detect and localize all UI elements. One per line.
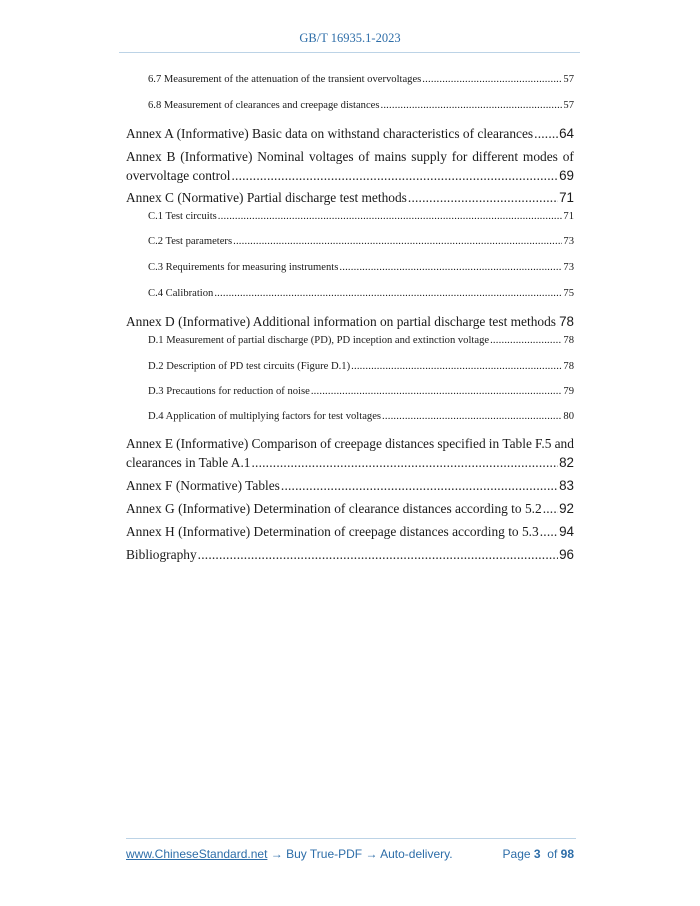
footer-promo [126, 847, 453, 861]
footer-tagline: → Buy True-PDF → Auto-delivery. [267, 847, 453, 861]
toc-entry-annex-d[interactable] [126, 314, 574, 330]
toc-entry-d-1[interactable] [148, 335, 574, 346]
leader-dots [408, 190, 558, 206]
toc-entry-line-2: clearances in Table A.1 ..... 82 [126, 455, 574, 471]
toc-entry-title: C.1 Test circuits [148, 211, 217, 222]
toc-entry-annex-h[interactable] [126, 524, 574, 540]
website-link[interactable]: www.ChineseStandard.net [126, 847, 268, 861]
leader-dots [540, 524, 558, 540]
toc-entry-page: 57 [563, 100, 574, 111]
leader-dots [311, 386, 563, 397]
toc-entry-title: D.3 Precautions for reduction of noise [148, 386, 310, 397]
toc-entry-c-4[interactable] [148, 288, 574, 299]
toc-entry-line-1: Annex B (Informative) Nominal voltages of mains supply for different modes of [126, 149, 574, 164]
toc-entry-title: Annex C (Normative) Partial discharge test methods [126, 190, 407, 205]
toc-entry-annex-c[interactable] [126, 190, 574, 206]
toc-entry-page: 64 [559, 126, 574, 141]
toc-entry-d-4[interactable] [148, 411, 574, 422]
toc-entry-page: 73 [563, 236, 574, 247]
page-footer [126, 847, 574, 861]
toc-entry-annex-e[interactable] [126, 436, 574, 471]
toc-entry-title: Annex G (Informative) Determination of clearance distances according to 5.2 [126, 501, 542, 516]
toc-entry-c-3[interactable] [148, 262, 574, 273]
toc-entry-title: Annex D (Informative) Additional information on partial discharge test methods [126, 314, 557, 329]
leader-dots [214, 288, 562, 299]
toc-entry-line-2: overvoltage control ..... 69 [126, 168, 574, 184]
leader-dots [233, 236, 562, 247]
toc-entry-bibliography[interactable] [126, 547, 574, 563]
document-header: GB/T 16935.1-2023 [299, 31, 401, 45]
toc-entry-annex-a[interactable] [126, 126, 574, 142]
page-indicator: Page 3 of 98 [502, 847, 574, 861]
toc-entry-title: Annex H (Informative) Determination of creepage distances according to 5.3 [126, 524, 539, 539]
toc-entry-page: 57 [563, 74, 574, 85]
toc-entry-page: 94 [559, 524, 574, 539]
toc-entry-page: 75 [563, 288, 574, 299]
footer-divider [126, 838, 576, 839]
toc-entry-title: D.2 Description of PD test circuits (Figure D.1) [148, 361, 351, 372]
toc-entry-title: D.4 Application of multiplying factors for test voltages [148, 411, 382, 422]
header-divider [119, 52, 580, 53]
toc-entry-page: 83 [559, 478, 574, 493]
leader-dots [380, 100, 562, 111]
toc-entry-page: 82 [559, 455, 574, 470]
toc-entry-6-7[interactable] [148, 74, 574, 85]
toc-entry-d-3[interactable] [148, 386, 574, 397]
toc-entry-title: C.2 Test parameters [148, 236, 233, 247]
toc-entry-page: 80 [563, 411, 574, 422]
leader-dots [490, 335, 562, 346]
toc-entry-page: 78 [563, 361, 574, 372]
toc-entry-page: 71 [563, 211, 574, 222]
toc-entry-d-2[interactable] [148, 361, 574, 372]
leader-dots [281, 478, 558, 494]
toc-entry-6-8[interactable] [148, 100, 574, 111]
toc-entry-page: 78 [559, 314, 574, 329]
current-page: 3 [533, 847, 541, 861]
leader-dots [198, 547, 558, 563]
toc-entry-page: 69 [559, 168, 574, 183]
toc-entry-page: 79 [563, 386, 574, 397]
leader-dots [339, 262, 562, 273]
toc-entry-title: C.4 Calibration [148, 288, 214, 299]
toc-entry-title: 6.7 Measurement of the attenuation of the transient overvoltages [148, 74, 422, 85]
toc-entry-annex-b[interactable] [126, 149, 574, 184]
toc-entry-title: 6.8 Measurement of clearances and creepage distances [148, 100, 380, 111]
leader-dots [351, 361, 562, 372]
leader-dots [557, 314, 558, 330]
leader-dots [218, 211, 563, 222]
leader-dots [382, 411, 562, 422]
toc-entry-page: 71 [559, 190, 574, 205]
leader-dots [422, 74, 562, 85]
toc-entry-page: 73 [563, 262, 574, 273]
toc-entry-title: C.3 Requirements for measuring instruments [148, 262, 339, 273]
toc-entry-line-1: Annex E (Informative) Comparison of creepage distances specified in Table F.5 and [126, 436, 574, 451]
toc-entry-annex-g[interactable] [126, 501, 574, 517]
toc-entry-page: 92 [559, 501, 574, 516]
toc-entry-title: D.1 Measurement of partial discharge (PD), PD inception and extinction voltage [148, 335, 490, 346]
toc-entry-title: Annex A (Informative) Basic data on withstand characteristics of clearances [126, 126, 534, 141]
total-pages: 98 [560, 847, 574, 861]
toc-entry-annex-f[interactable] [126, 478, 574, 494]
toc-entry-c-2[interactable] [148, 236, 574, 247]
toc-entry-title: Annex F (Normative) Tables [126, 478, 280, 493]
toc-entry-page: 96 [559, 547, 574, 562]
leader-dots [251, 455, 558, 471]
toc-entry-c-1[interactable] [148, 211, 574, 222]
toc-entry-title: Bibliography [126, 547, 197, 562]
leader-dots [543, 501, 558, 517]
leader-dots [231, 168, 558, 184]
leader-dots [534, 126, 558, 142]
toc-entry-page: 78 [563, 335, 574, 346]
